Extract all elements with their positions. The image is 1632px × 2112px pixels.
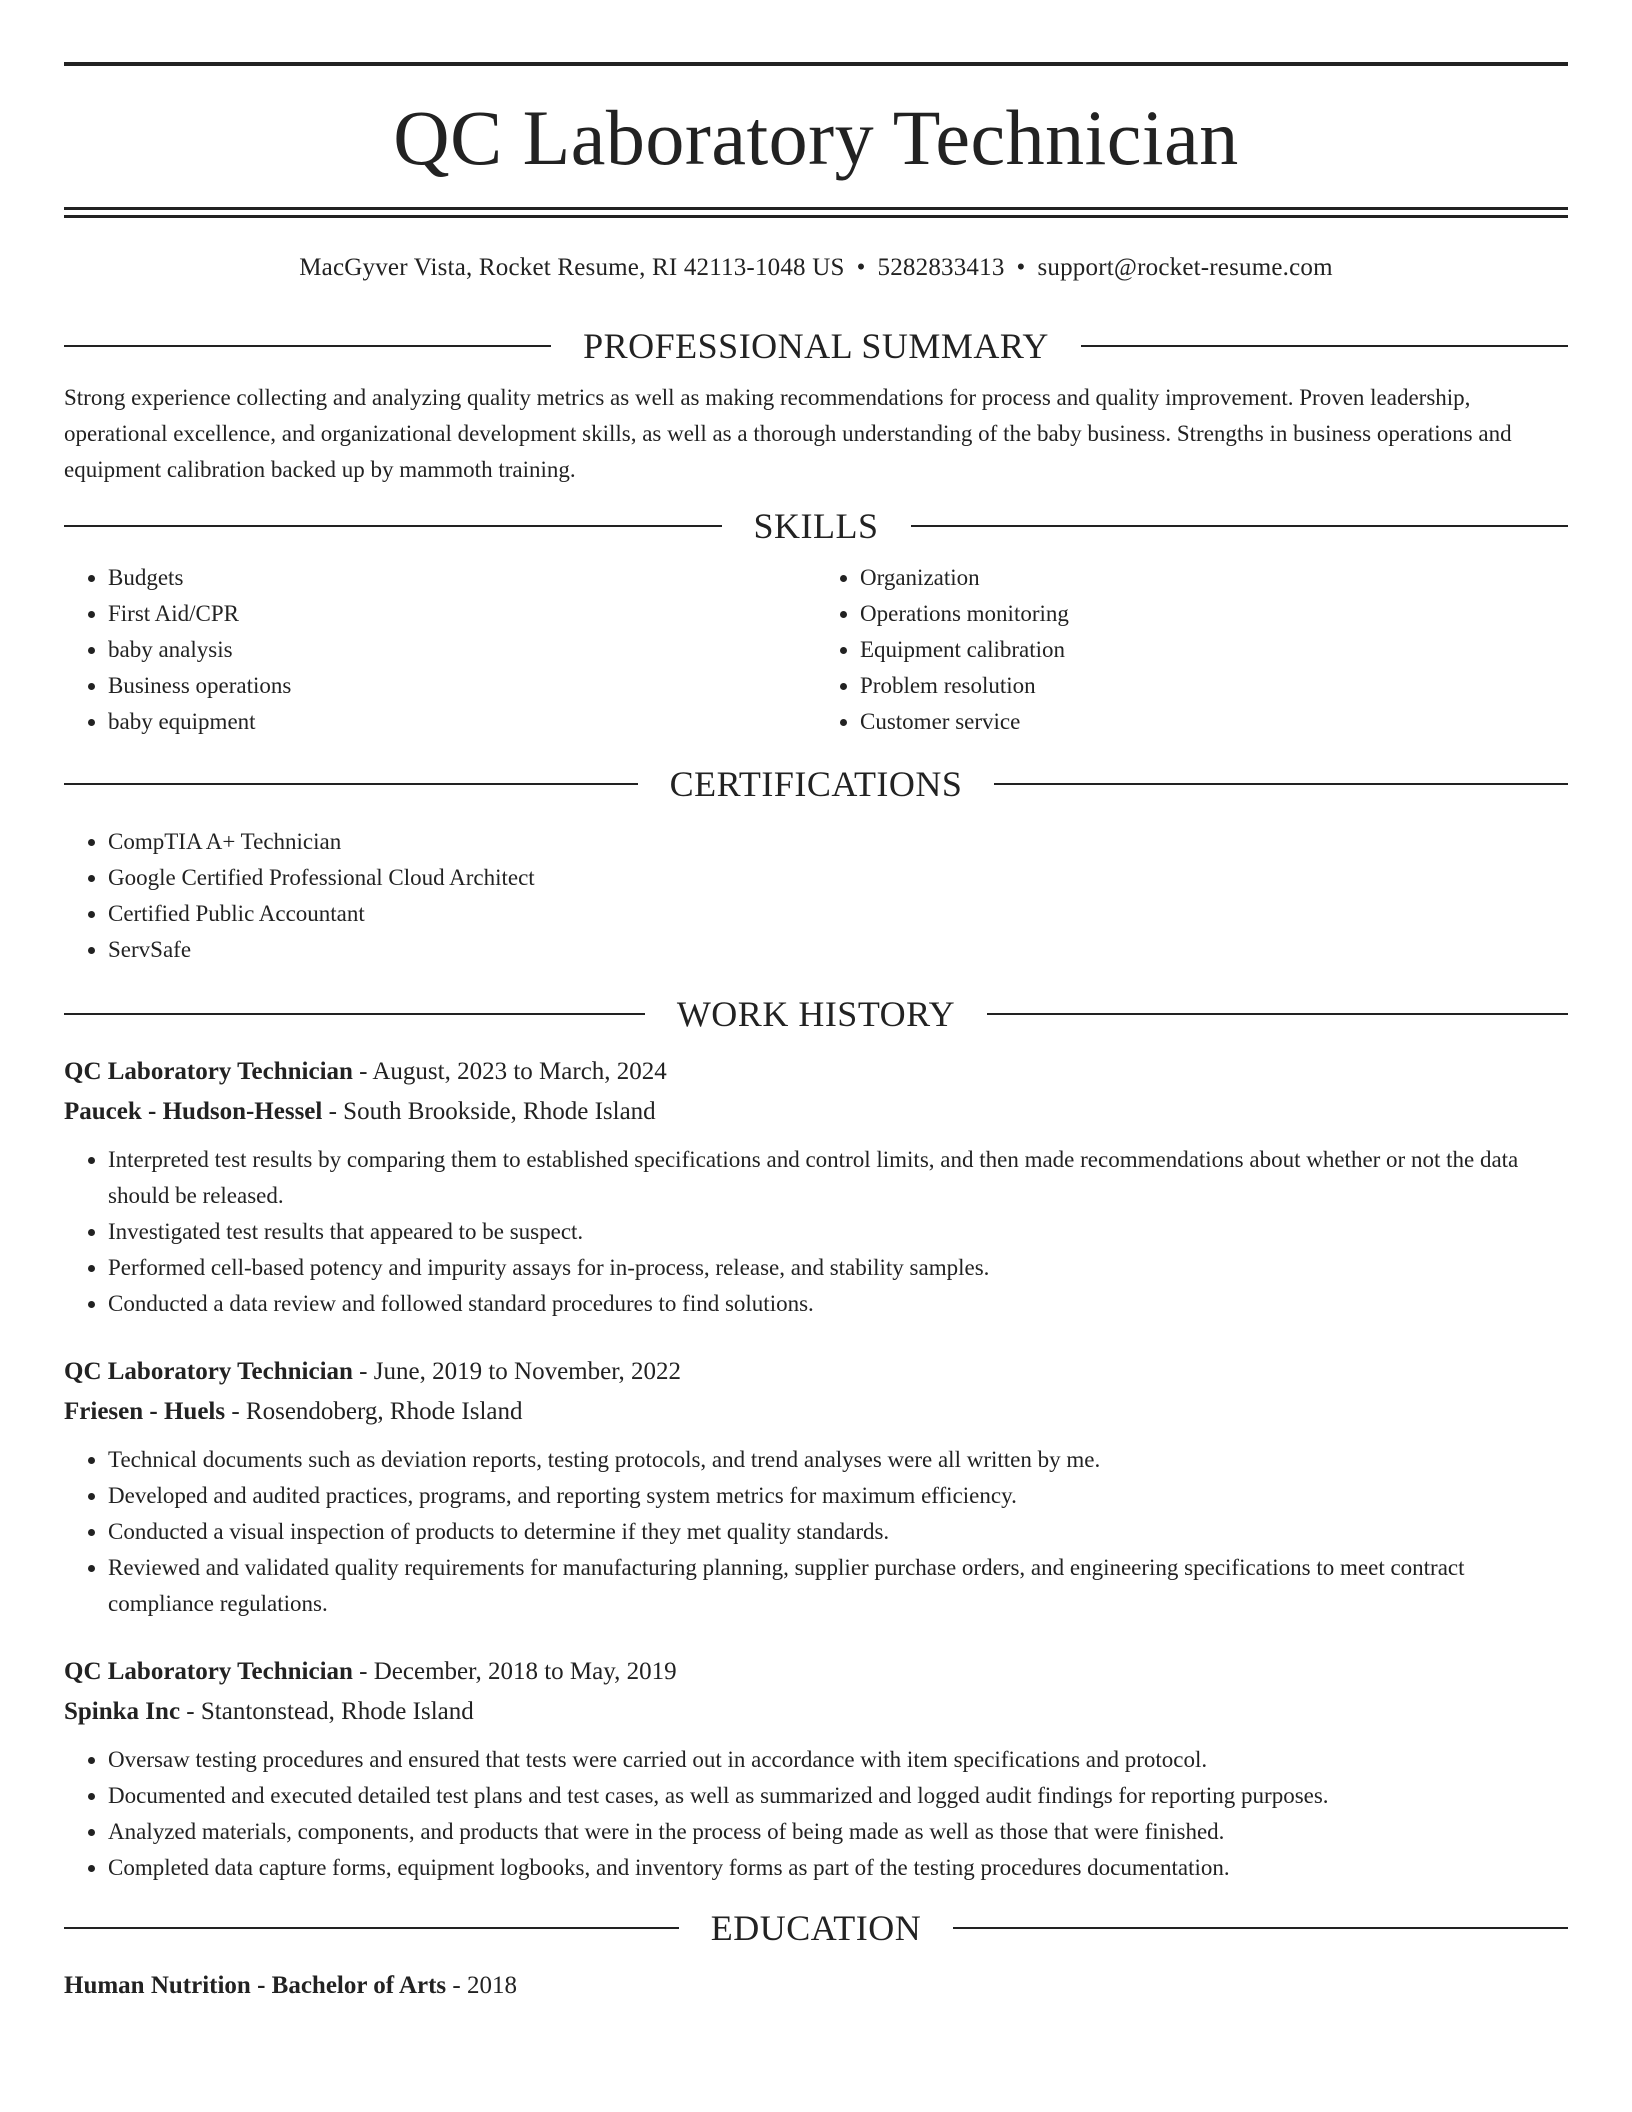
- job-bullet: • Documented and executed detailed test plans and test cases, as well as summarized and logged audit findings for reporting purposes.: [108, 1778, 1568, 1814]
- heading-rule: [64, 345, 551, 347]
- heading-rule: [64, 1927, 679, 1929]
- education-entry: [64, 1966, 1568, 2006]
- job-bullet: • Developed and audited practices, programs, and reporting system metrics for maximum efficiency.: [108, 1478, 1568, 1514]
- job-bullet: • Completed data capture forms, equipment logbooks, and inventory forms as part of the testing procedures documentation.: [108, 1850, 1568, 1886]
- job-entry: [64, 1652, 1568, 1886]
- section-heading-certifications: [64, 760, 1568, 808]
- job-title: QC Laboratory Technician: [64, 1658, 353, 1685]
- contact-phone: 5282833413: [877, 254, 1005, 281]
- heading-rule: [64, 1013, 645, 1015]
- summary-text: Strong experience collecting and analyzing quality metrics as well as making recommendations for process and quality improvement. Proven leadership, operational excellence, and organizational development skills, as well as a thorough understanding of the baby business. Strengths in business operations and equipment calibration backed up by mammoth training.: [64, 385, 1512, 482]
- job-dates: - June, 2019 to November, 2022: [359, 1358, 682, 1385]
- job-title: QC Laboratory Technician: [64, 1358, 353, 1385]
- skills-list-left: [64, 560, 816, 740]
- job-bullet: • Performed cell-based potency and impurity assays for in-process, release, and stability samples.: [108, 1250, 1568, 1286]
- contact-address: MacGyver Vista, Rocket Resume, RI 42113-1048 US: [299, 254, 845, 281]
- skill-item: • Equipment calibration: [860, 632, 1568, 668]
- resume-name: QC Laboratory Technician: [393, 94, 1239, 181]
- section-title: PROFESSIONAL SUMMARY: [583, 326, 1049, 366]
- job-bullet: • Interpreted test results by comparing them to established specifications and control limits, and then made recommendations about whether or not the data should be released.: [108, 1142, 1568, 1214]
- section-heading-education: [64, 1904, 1568, 1952]
- job-bullet: • Conducted a data review and followed standard procedures to find solutions.: [108, 1286, 1568, 1322]
- certification-item: • CompTIA A+ Technician: [108, 824, 1568, 860]
- job-company-line: [64, 1092, 1568, 1132]
- heading-rule: [994, 783, 1568, 785]
- certification-item: • Google Certified Professional Cloud Architect: [108, 860, 1568, 896]
- header-double-rule: [64, 207, 1568, 218]
- contact-email: support@rocket-resume.com: [1037, 254, 1333, 281]
- job-location: - South Brookside, Rhode Island: [328, 1098, 656, 1125]
- skill-item: • Operations monitoring: [860, 596, 1568, 632]
- section-heading-work-history: [64, 990, 1568, 1038]
- section-title: EDUCATION: [710, 1908, 922, 1948]
- certifications-list: [64, 824, 1568, 968]
- heading-rule: [953, 1927, 1568, 1929]
- contact-separator: •: [1016, 254, 1026, 281]
- heading-rule: [911, 525, 1569, 527]
- skill-item: • baby equipment: [108, 704, 816, 740]
- job-bullets: [64, 1442, 1568, 1622]
- job-bullet: • Oversaw testing procedures and ensured that tests were carried out in accordance with item specifications and protocol.: [108, 1742, 1568, 1778]
- job-company: Spinka Inc: [64, 1698, 181, 1725]
- job-company: Paucek - Hudson-Hessel: [64, 1098, 323, 1125]
- heading-rule: [1081, 345, 1568, 347]
- skill-item: • baby analysis: [108, 632, 816, 668]
- section-title: SKILLS: [753, 506, 879, 546]
- job-entry: [64, 1352, 1568, 1622]
- section-heading-skills: [64, 502, 1568, 550]
- job-bullets: [64, 1742, 1568, 1886]
- job-bullet: • Reviewed and validated quality requirements for manufacturing planning, supplier purchase orders, and engineering specifications to meet contract compliance regulations.: [108, 1550, 1568, 1622]
- certification-item: • Certified Public Accountant: [108, 896, 1568, 932]
- certification-item: • ServSafe: [108, 932, 1568, 968]
- skill-item: • Business operations: [108, 668, 816, 704]
- education-year: - 2018: [452, 1972, 517, 1999]
- job-title-line: [64, 1652, 1568, 1692]
- job-location: - Rosendoberg, Rhode Island: [231, 1398, 523, 1425]
- job-bullets: [64, 1142, 1568, 1322]
- skill-item: • Budgets: [108, 560, 816, 596]
- heading-rule: [64, 783, 638, 785]
- skill-item: • Organization: [860, 560, 1568, 596]
- skill-item: • Problem resolution: [860, 668, 1568, 704]
- job-location: - Stantonstead, Rhode Island: [186, 1698, 474, 1725]
- section-title: WORK HISTORY: [676, 994, 956, 1034]
- contact-line: [64, 254, 1568, 294]
- job-bullet: • Technical documents such as deviation reports, testing protocols, and trend analyses were all written by me.: [108, 1442, 1568, 1478]
- job-dates: - August, 2023 to March, 2024: [359, 1058, 667, 1085]
- job-title-line: [64, 1052, 1568, 1092]
- job-company: Friesen - Huels: [64, 1398, 226, 1425]
- job-title-line: [64, 1352, 1568, 1392]
- job-company-line: [64, 1692, 1568, 1732]
- job-bullet: • Analyzed materials, components, and products that were in the process of being made as well as those that were finished.: [108, 1814, 1568, 1850]
- resume-page: [64, 0, 1568, 2006]
- skill-item: • First Aid/CPR: [108, 596, 816, 632]
- job-entry: [64, 1052, 1568, 1322]
- skills-list-right: [816, 560, 1568, 740]
- section-heading-summary: [64, 322, 1568, 370]
- job-bullet: • Conducted a visual inspection of products to determine if they met quality standards.: [108, 1514, 1568, 1550]
- job-title: QC Laboratory Technician: [64, 1058, 353, 1085]
- header-top-rule: [64, 62, 1568, 66]
- skills-columns: [64, 560, 1568, 740]
- heading-rule: [64, 525, 722, 527]
- heading-rule: [987, 1013, 1568, 1015]
- contact-separator: •: [856, 254, 866, 281]
- skill-item: • Customer service: [860, 704, 1568, 740]
- job-company-line: [64, 1392, 1568, 1432]
- job-bullet: • Investigated test results that appeared to be suspect.: [108, 1214, 1568, 1250]
- job-dates: - December, 2018 to May, 2019: [359, 1658, 677, 1685]
- section-title: CERTIFICATIONS: [669, 764, 963, 804]
- education-degree: Human Nutrition - Bachelor of Arts: [64, 1972, 447, 1999]
